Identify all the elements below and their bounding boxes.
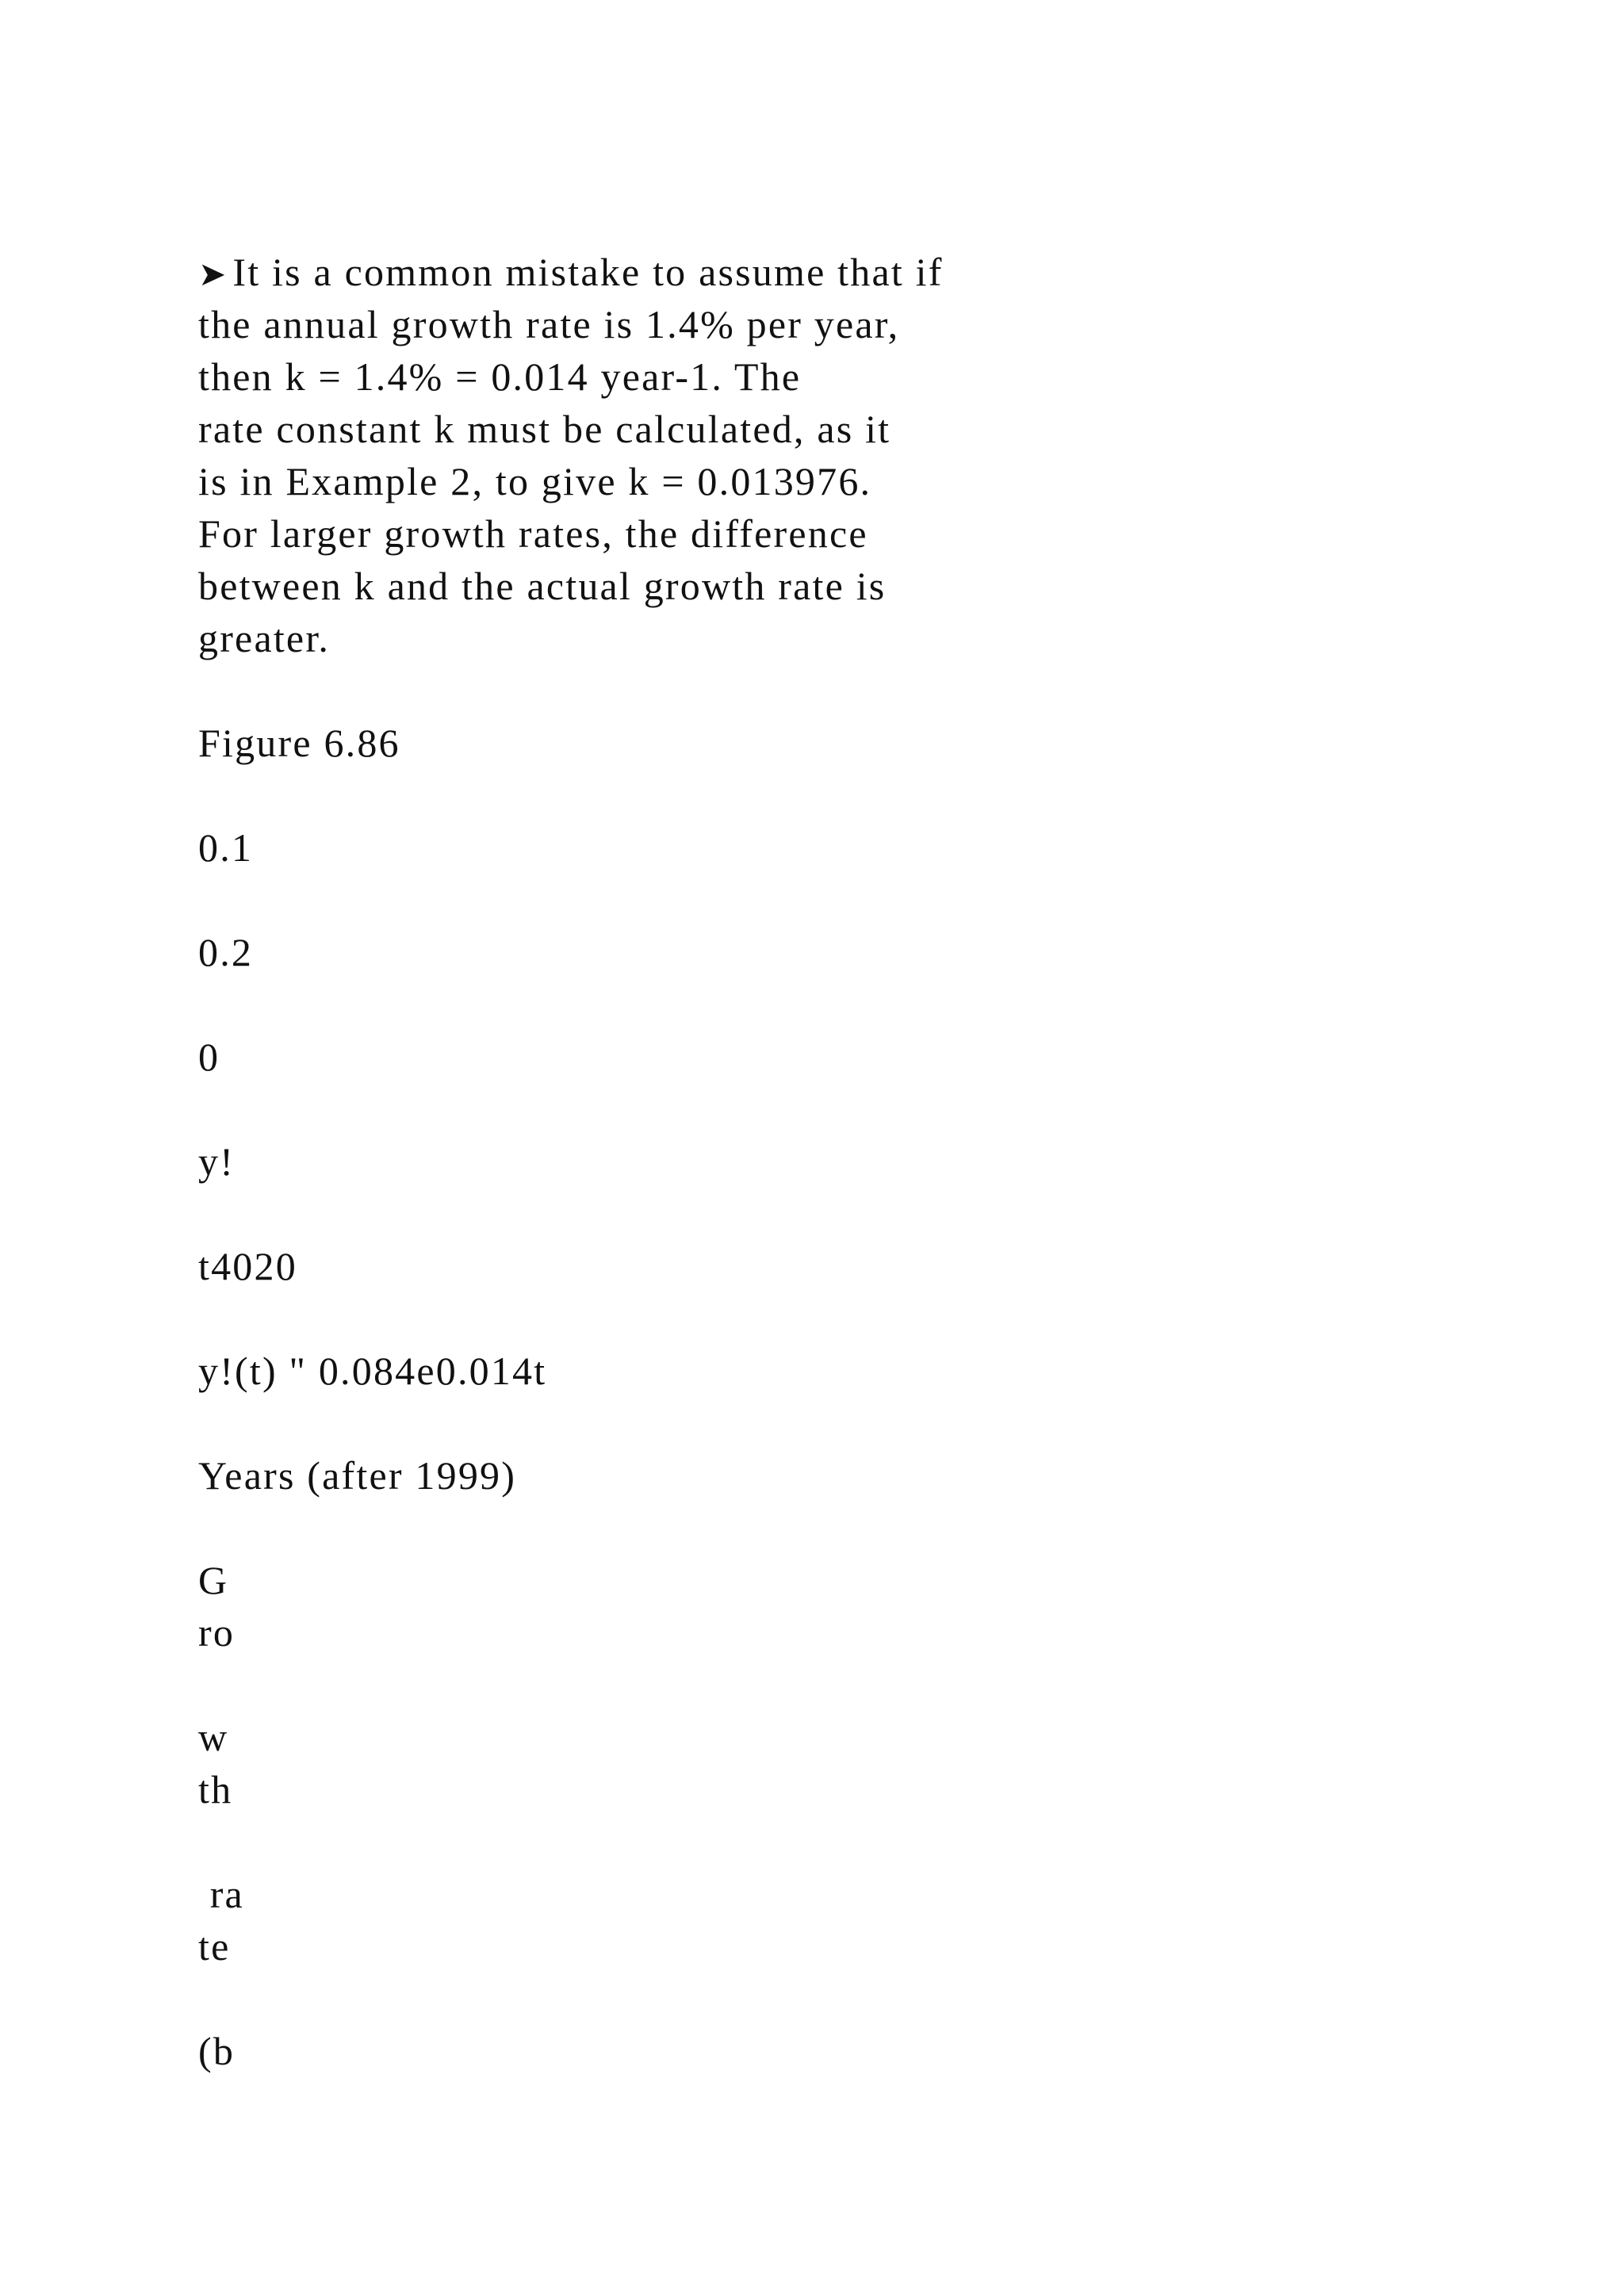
y-axis-label-fragment: (b bbox=[198, 2029, 236, 2073]
t-axis-ticks: t4020 bbox=[198, 1244, 297, 1288]
figure-caption: Figure 6.86 bbox=[198, 721, 400, 765]
paragraph-line: ➤ It is a common mistake to assume that if bbox=[198, 246, 1467, 298]
y-axis-label-fragment: ra bbox=[198, 1872, 244, 1916]
origin-tick-label: 0 bbox=[198, 1035, 220, 1079]
x-axis-label: Years (after 1999) bbox=[198, 1453, 517, 1498]
y-prime-label: y! bbox=[198, 1139, 236, 1184]
y-tick-label: 0.1 bbox=[198, 825, 254, 870]
document-page bbox=[198, 246, 1467, 2077]
y-axis-label-fragment: ro bbox=[198, 1610, 236, 1655]
y-axis-label-fragment: th bbox=[198, 1767, 233, 1812]
paragraph-line: the annual growth rate is 1.4% per year, bbox=[198, 302, 900, 346]
paragraph-line: greater. bbox=[198, 616, 331, 660]
paragraph-line: For larger growth rates, the difference bbox=[198, 511, 868, 556]
y-axis-label-fragment: w bbox=[198, 1715, 229, 1759]
note-paragraph bbox=[198, 246, 1467, 664]
y-tick-label: 0.2 bbox=[198, 930, 254, 974]
paragraph-line: between k and the actual growth rate is bbox=[198, 564, 887, 608]
y-axis-label-fragment: G bbox=[198, 1558, 229, 1602]
curve-formula: y!(t) " 0.084e0.014t bbox=[198, 1349, 547, 1393]
paragraph-line: rate constant k must be calculated, as it bbox=[198, 407, 891, 451]
paragraph-line: then k = 1.4% = 0.014 year-1. The bbox=[198, 354, 802, 399]
arrow-bullet-icon: ➤ bbox=[198, 254, 228, 293]
paragraph-line: is in Example 2, to give k = 0.013976. bbox=[198, 459, 872, 503]
y-axis-label-fragment: te bbox=[198, 1924, 231, 1969]
